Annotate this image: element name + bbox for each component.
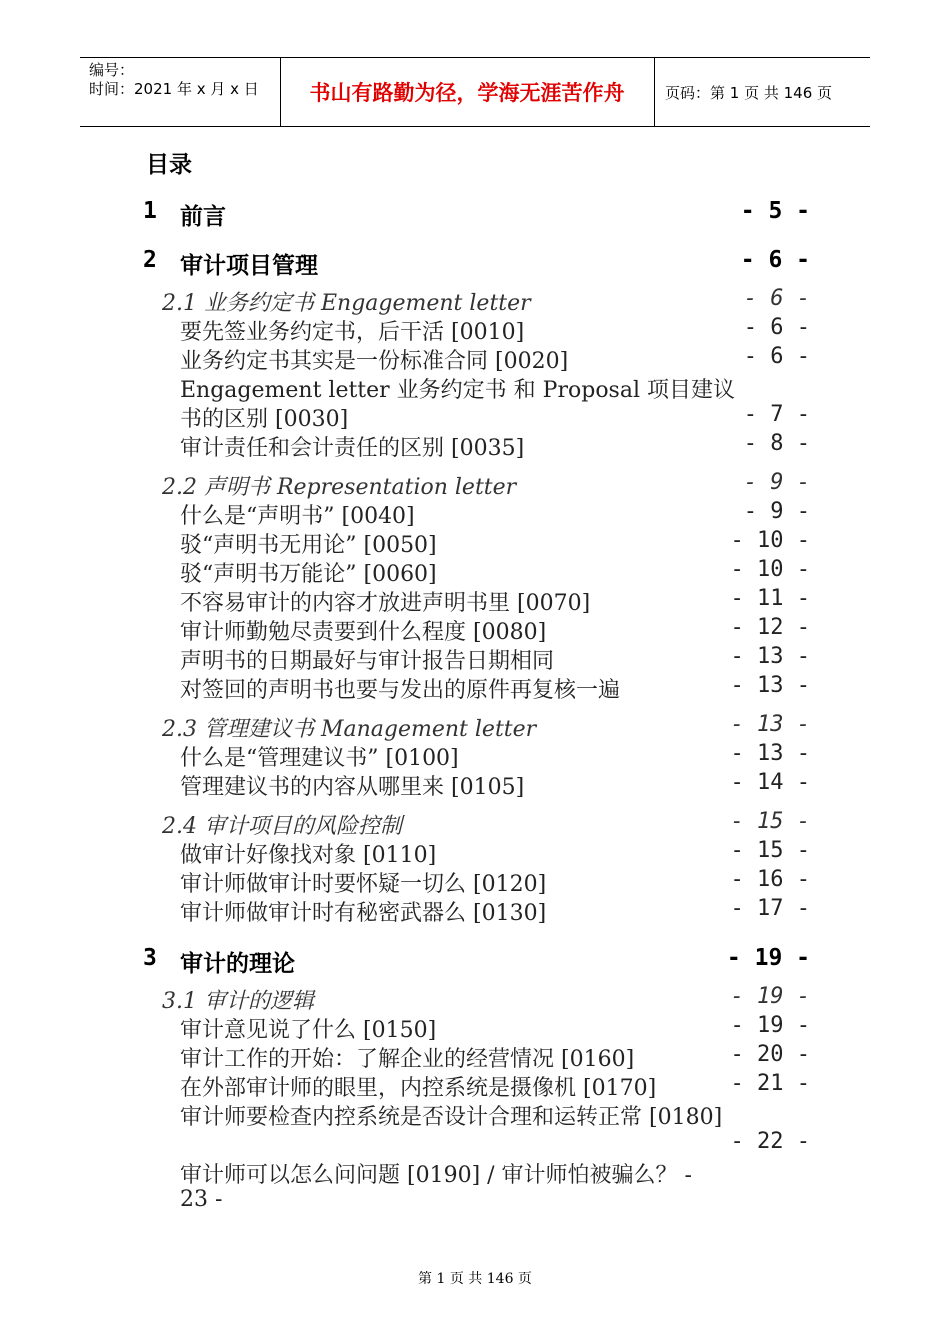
header-meta — [80, 58, 280, 126]
entry-title: 什么是“管理建议书” [0100] — [180, 746, 459, 771]
section-number: 1 — [143, 198, 157, 224]
entry-page: - 14 - — [730, 770, 810, 795]
toc-entry[interactable] — [0, 1042, 950, 1072]
number-label: 编号： — [89, 61, 135, 79]
subsection-title: 3.1 审计的逻辑 — [162, 989, 314, 1014]
section-page: - 19 - — [726, 945, 810, 971]
toc-entry[interactable] — [0, 673, 950, 703]
toc-entry[interactable] — [0, 644, 950, 674]
toc-entry[interactable] — [0, 741, 950, 771]
entry-page: - 22 - — [730, 1129, 810, 1154]
section-number: 2 — [143, 247, 157, 273]
subsection-title: 2.1 业务约定书 Engagement letter — [162, 291, 531, 316]
toc-entry[interactable] — [0, 1158, 950, 1188]
entry-page: - 16 - — [730, 867, 810, 892]
toc-entry[interactable] — [0, 1187, 950, 1217]
entry-page: - 15 - — [730, 838, 810, 863]
toc-entry[interactable] — [0, 431, 950, 461]
entry-title: 对签回的声明书也要与发出的原件再复核一遍 — [180, 678, 621, 703]
toc-entry[interactable] — [0, 499, 950, 529]
entry-title-line1: Engagement letter 业务约定书 和 Proposal 项目建议 — [180, 378, 735, 403]
entry-title: 管理建议书的内容从哪里来 [0105] — [180, 775, 525, 800]
section-page: - 6 - — [740, 247, 810, 273]
section-title: 前言 — [180, 204, 226, 230]
entry-title: 审计师勤勉尽责要到什么程度 [0080] — [180, 620, 547, 645]
toc-entry[interactable] — [0, 770, 950, 800]
entry-page: - 17 - — [730, 896, 810, 921]
entry-title: 审计师做审计时要怀疑一切么 [0120] — [180, 872, 547, 897]
entry-page: - 7 - — [743, 402, 810, 427]
header-page-info: 页码：第 1 页 共 146 页 — [665, 83, 833, 102]
toc-entry[interactable] — [0, 344, 950, 374]
entry-title: 审计意见说了什么 [0150] — [180, 1018, 437, 1043]
entry-title: 业务约定书其实是一份标准合同 [0020] — [180, 349, 569, 374]
toc-entry[interactable] — [0, 402, 950, 432]
time-label: 时间：2021 年 x 月 x 日 — [89, 80, 259, 98]
entry-page: - 13 - — [730, 644, 810, 669]
entry-page: - 13 - — [730, 673, 810, 698]
subsection-page: - 13 - — [730, 712, 810, 737]
toc-entry[interactable] — [0, 528, 950, 558]
toc-entry[interactable] — [0, 315, 950, 345]
subsection-title: 2.3 管理建议书 Management letter — [162, 717, 537, 742]
entry-title: 审计师做审计时有秘密武器么 [0130] — [180, 901, 547, 926]
entry-title: 驳“声明书无用论” [0050] — [180, 533, 437, 558]
entry-title: 审计责任和会计责任的区别 [0035] — [180, 436, 525, 461]
entry-title: 驳“声明书万能论” [0060] — [180, 562, 437, 587]
toc-subsection-2-3[interactable] — [0, 712, 950, 742]
entry-title-line2: 书的区别 [0030] — [180, 407, 349, 432]
toc-section-3[interactable] — [0, 945, 950, 977]
toc-subsection-2-2[interactable] — [0, 470, 950, 500]
toc-entry[interactable] — [0, 1129, 950, 1159]
subsection-page: - 6 - — [743, 286, 810, 311]
toc-entry[interactable] — [0, 867, 950, 897]
entry-title-line2: 23 - — [180, 1187, 223, 1212]
page-footer: 第 1 页 共 146 页 — [418, 1271, 532, 1287]
toc-subsection-2-1[interactable] — [0, 286, 950, 316]
entry-page: - 6 - — [743, 315, 810, 340]
entry-page: - 10 - — [730, 557, 810, 582]
entry-title: 什么是“声明书” [0040] — [180, 504, 415, 529]
entry-title-line1: 审计师可以怎么问问题 [0190] / 审计师怕被骗么？ - — [180, 1163, 692, 1188]
toc-title: 目录 — [146, 152, 192, 178]
subsection-title: 2.4 审计项目的风险控制 — [162, 814, 402, 839]
toc-entry[interactable] — [0, 557, 950, 587]
entry-page: - 21 - — [730, 1071, 810, 1096]
entry-page: - 20 - — [730, 1042, 810, 1067]
entry-title: 不容易审计的内容才放进声明书里 [0070] — [180, 591, 591, 616]
entry-title: 做审计好像找对象 [0110] — [180, 843, 437, 868]
subsection-page: - 9 - — [743, 470, 810, 495]
subsection-page: - 19 - — [730, 984, 810, 1009]
toc-entry[interactable] — [0, 1071, 950, 1101]
toc-entry[interactable] — [0, 838, 950, 868]
entry-page: - 13 - — [730, 741, 810, 766]
toc-subsection-2-4[interactable] — [0, 809, 950, 839]
entry-page: - 11 - — [730, 586, 810, 611]
toc-section-2[interactable] — [0, 247, 950, 279]
header-motto: 书山有路勤为径，学海无涯苦作舟 — [309, 81, 625, 105]
toc-entry[interactable] — [0, 1013, 950, 1043]
entry-title: 声明书的日期最好与审计报告日期相同 — [180, 649, 555, 674]
section-title: 审计项目管理 — [180, 253, 318, 279]
entry-page: - 9 - — [743, 499, 810, 524]
document-header — [80, 57, 870, 127]
toc-entry[interactable] — [0, 896, 950, 926]
section-title: 审计的理论 — [180, 951, 295, 977]
toc-subsection-3-1[interactable] — [0, 984, 950, 1014]
entry-page: - 12 - — [730, 615, 810, 640]
toc-entry[interactable] — [0, 615, 950, 645]
entry-title: 在外部审计师的眼里，内控系统是摄像机 [0170] — [180, 1076, 657, 1101]
entry-page: - 8 - — [743, 431, 810, 456]
subsection-title: 2.2 声明书 Representation letter — [162, 475, 517, 500]
entry-title-line1: 审计师要检查内控系统是否设计合理和运转正常 [0180] — [180, 1105, 723, 1130]
section-number: 3 — [143, 945, 157, 971]
toc-section-1[interactable] — [0, 198, 950, 230]
toc-entry[interactable] — [0, 1100, 950, 1130]
entry-page: - 6 - — [743, 344, 810, 369]
entry-title: 要先签业务约定书，后干活 [0010] — [180, 320, 525, 345]
entry-page: - 19 - — [730, 1013, 810, 1038]
entry-title: 审计工作的开始：了解企业的经营情况 [0160] — [180, 1047, 635, 1072]
entry-page: - 10 - — [730, 528, 810, 553]
section-page: - 5 - — [740, 198, 810, 224]
subsection-page: - 15 - — [730, 809, 810, 834]
toc-entry[interactable] — [0, 586, 950, 616]
toc-entry[interactable] — [0, 373, 950, 403]
